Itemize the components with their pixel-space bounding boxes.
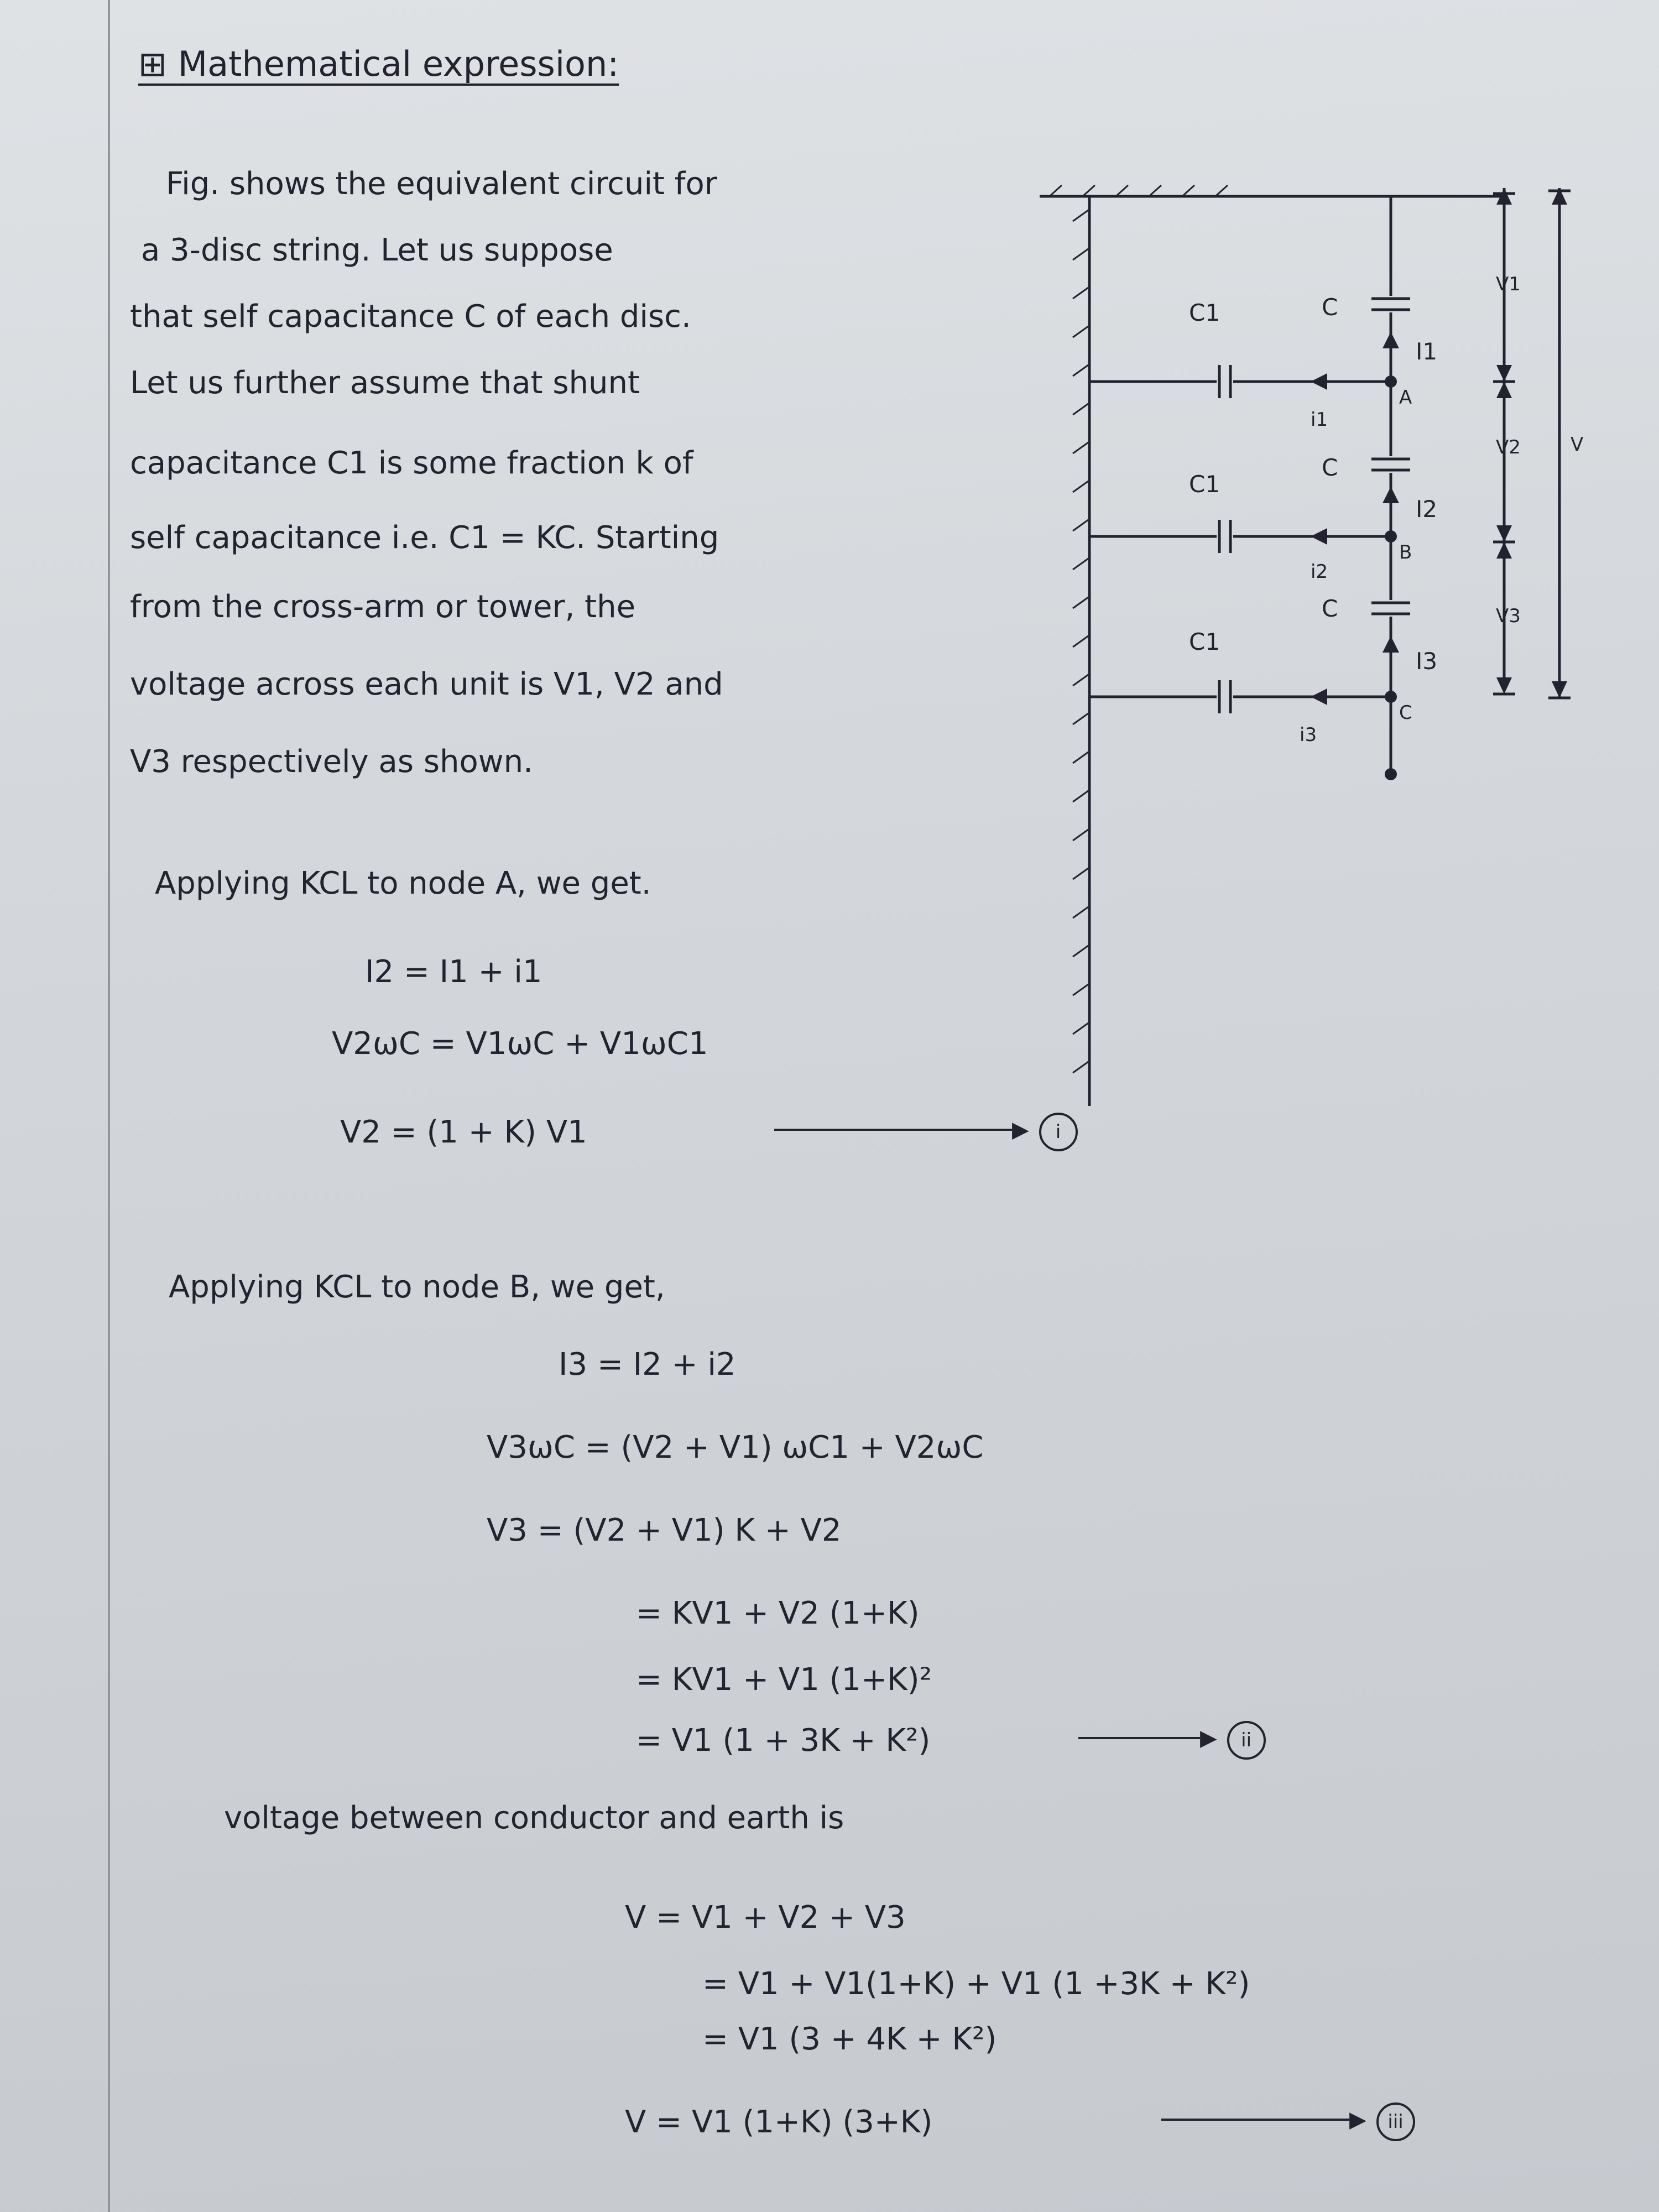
equation: I2 = I1 + i1 bbox=[365, 954, 542, 990]
equation: V = V1 + V2 + V3 bbox=[625, 1900, 906, 1936]
equation-badge: iii bbox=[1376, 2103, 1415, 2141]
current-arrow-I1 bbox=[1383, 332, 1399, 348]
current-label-i3: i3 bbox=[1300, 724, 1317, 746]
node-label-b: B bbox=[1399, 541, 1412, 564]
paragraph-line: a 3-disc string. Let us suppose bbox=[141, 232, 613, 268]
voltage-label-v3: V3 bbox=[1496, 605, 1521, 627]
shunt-label-2: C1 bbox=[1189, 471, 1220, 498]
heading-text: Mathematical expression: bbox=[178, 44, 619, 84]
current-arrow-i2 bbox=[1311, 528, 1327, 545]
arrow-head-icon: ▶ bbox=[1012, 1117, 1029, 1142]
paragraph-line: V3 respectively as shown. bbox=[130, 744, 533, 780]
current-arrow-i1 bbox=[1311, 373, 1327, 390]
current-arrow-I2 bbox=[1383, 487, 1399, 503]
series-label-1: C bbox=[1322, 294, 1338, 321]
conductor-dot bbox=[1385, 768, 1397, 780]
paragraph-line: self capacitance i.e. C1 = KC. Starting bbox=[130, 520, 719, 556]
node-b-intro: Applying KCL to node B, we get, bbox=[169, 1269, 665, 1305]
arrow-head-icon: ▶ bbox=[1200, 1725, 1217, 1751]
paragraph-line: Fig. shows the equivalent circuit for bbox=[166, 166, 717, 202]
shunt-label-1: C1 bbox=[1189, 299, 1220, 326]
equation: V2ωC = V1ωC + V1ωC1 bbox=[332, 1026, 708, 1062]
node-label-c: C bbox=[1399, 702, 1412, 724]
current-label-i2: i2 bbox=[1311, 561, 1328, 583]
series-label-2: C bbox=[1322, 454, 1338, 481]
equation: = KV1 + V1 (1+K)² bbox=[636, 1662, 932, 1698]
total-intro: voltage between conductor and earth is bbox=[224, 1800, 844, 1836]
paragraph-line: capacitance C1 is some fraction k of bbox=[130, 445, 693, 481]
arrow-head-icon: ▶ bbox=[1349, 2106, 1366, 2132]
equation-badge: i bbox=[1039, 1113, 1078, 1151]
equation-badge: ii bbox=[1227, 1721, 1266, 1760]
equation: = V1 (1 + 3K + K²) bbox=[636, 1723, 931, 1759]
node-a-intro: Applying KCL to node A, we get. bbox=[155, 865, 651, 901]
voltage-label-v2: V2 bbox=[1496, 436, 1521, 458]
current-arrow-I3 bbox=[1383, 636, 1399, 653]
equation: = KV1 + V2 (1+K) bbox=[636, 1595, 920, 1631]
paragraph-line: from the cross-arm or tower, the bbox=[130, 589, 636, 625]
paragraph-line: that self capacitance C of each disc. bbox=[130, 299, 691, 335]
voltage-label-v1: V1 bbox=[1496, 273, 1521, 295]
current-label-I2: I2 bbox=[1416, 495, 1438, 523]
equation: V = V1 (1+K) (3+K) bbox=[625, 2104, 933, 2140]
equation: V3ωC = (V2 + V1) ωC1 + V2ωC bbox=[487, 1430, 984, 1465]
current-arrow-i3 bbox=[1311, 688, 1327, 705]
equation: = V1 + V1(1+K) + V1 (1 +3K + K²) bbox=[702, 1966, 1250, 2002]
node-a-dot bbox=[1385, 375, 1397, 388]
paragraph-line: Let us further assume that shunt bbox=[130, 365, 640, 401]
node-label-a: A bbox=[1399, 387, 1412, 409]
equation: = V1 (3 + 4K + K²) bbox=[702, 2021, 997, 2057]
current-label-I3: I3 bbox=[1416, 648, 1438, 675]
current-label-I1: I1 bbox=[1416, 338, 1438, 365]
voltage-label-v: V bbox=[1571, 434, 1584, 456]
equation: I3 = I2 + i2 bbox=[559, 1347, 736, 1383]
node-c-dot bbox=[1385, 691, 1397, 703]
heading-icon: ⊞ bbox=[138, 44, 178, 84]
paragraph-line: voltage across each unit is V1, V2 and bbox=[130, 666, 723, 702]
equation: V3 = (V2 + V1) K + V2 bbox=[487, 1512, 842, 1548]
node-b-dot bbox=[1385, 530, 1397, 542]
current-label-i1: i1 bbox=[1311, 409, 1328, 431]
shunt-label-3: C1 bbox=[1189, 628, 1220, 655]
equation: V2 = (1 + K) V1 bbox=[340, 1114, 587, 1150]
series-label-3: C bbox=[1322, 595, 1338, 622]
